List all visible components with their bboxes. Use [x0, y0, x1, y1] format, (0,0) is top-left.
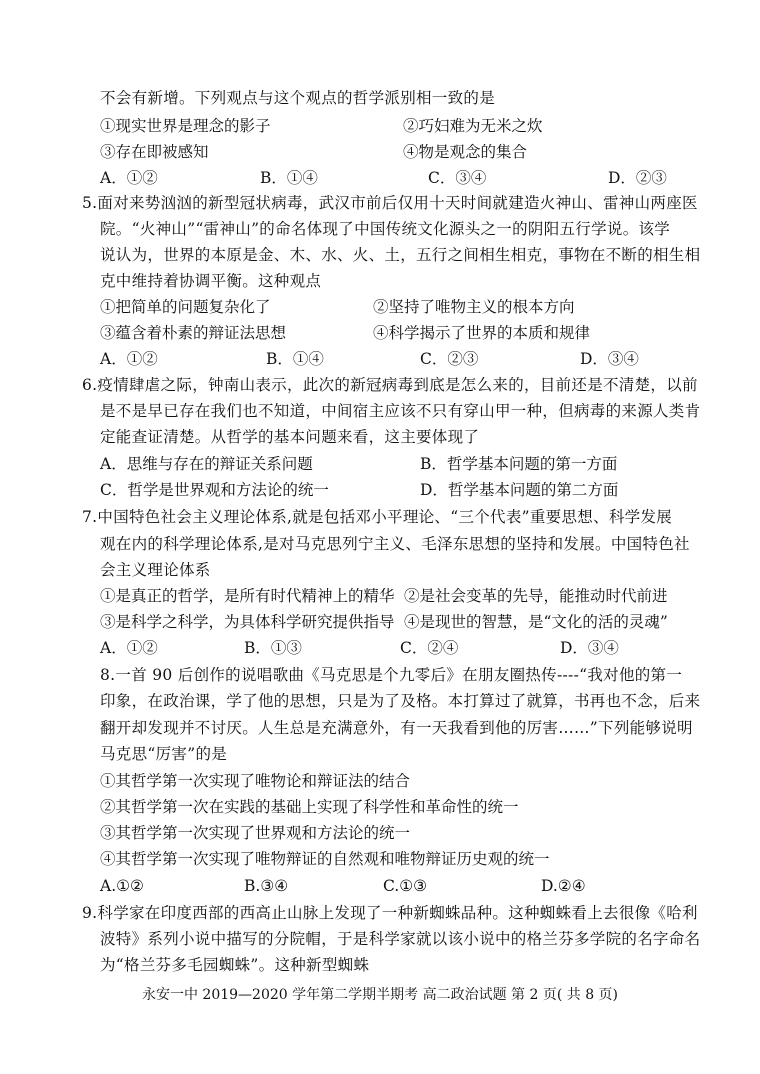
page-footer: 永安一中 2019—2020 学年第二学期半期考 高二政治试题 第 2 页( 共 8 页) [141, 987, 619, 1003]
q7-line-1: 7.中国特色社会主义理论体系,就是包括邓小平理论、“三个代表”重要思想、科学发展 [82, 508, 673, 526]
q5-line-3: 说认为，世界的本原是金、木、水、火、土，五行之间相生相克，事物在不断的相生相 [100, 246, 701, 264]
q7-line-3: 会主义理论体系 [100, 561, 211, 579]
q7-choice-a: A．①② [100, 639, 158, 657]
q5-line-1: 5.面对来势汹汹的新型冠状病毒，武汉市前后仅用十天时间就建造火神山、雷神山两座医 [82, 194, 698, 212]
q9-line-2: 波特》系列小说中描写的分院帽，于是科学家就以该小说中的格兰芬多学院的名字命名 [100, 930, 701, 948]
q5-choice-c: C．②③ [420, 350, 479, 368]
q4-choice-b: B．①④ [260, 169, 318, 187]
q6-choice-c: C．哲学是世界观和方法论的统一 [100, 481, 329, 499]
q6-choice-a: A．思维与存在的辩证关系问题 [100, 455, 313, 473]
q4-line: 不会有新增。下列观点与这个观点的哲学派别相一致的是 [100, 89, 496, 107]
q8-line-2: 印象，在政治课，学了他的思想，只是为了及格。本打算过了就算，书再也不念，后来 [100, 692, 701, 710]
q8-choice-c: C.①③ [383, 877, 428, 895]
q7-stmt-2: ②是社会变革的先导，能推动时代前进 [404, 587, 668, 605]
q7-choice-c: C．②④ [400, 639, 459, 657]
q5-stmt-4: ④科学揭示了世界的本质和规律 [373, 324, 591, 342]
q5-choice-b: B．①④ [266, 350, 324, 368]
q8-line-3: 翻开却发现并不讨厌。人生总是充满意外，有一天我看到他的厉害……”下列能够说明 [100, 719, 693, 737]
q4-stmt-1: ①现实世界是理念的影子 [100, 117, 271, 135]
q7-stmt-1: ①是真正的哲学，是所有时代精神上的精华 [100, 587, 395, 605]
q6-choice-b: B．哲学基本问题的第一方面 [420, 455, 618, 473]
q5-choice-a: A．①② [100, 350, 158, 368]
q8-choice-d: D.②④ [541, 877, 586, 895]
q8-line-4: 马克思“厉害”的是 [100, 745, 228, 763]
q8-line-1: 8.一首 90 后创作的说唱歌曲《马克思是个九零后》在朋友圈热传----“我对他的第一 [100, 666, 683, 684]
q5-stmt-2: ②坚持了唯物主义的根本方向 [373, 298, 575, 316]
q7-choice-d: D．③④ [560, 639, 619, 657]
q8-stmt-4: ④其哲学第一次实现了唯物辩证的自然观和唯物辩证历史观的统一 [100, 850, 550, 868]
q6-line-2: 是不是早已存在我们也不知道，中间宿主应该不只有穿山甲一种，但病毒的来源人类肯 [100, 402, 701, 420]
q7-line-2: 观在内的科学理论体系,是对马克思列宁主义、毛泽东思想的坚持和发展。中国特色社 [100, 535, 690, 553]
q4-choice-c: C．③④ [428, 169, 487, 187]
q8-stmt-1: ①其哲学第一次实现了唯物论和辩证法的结合 [100, 772, 411, 790]
q4-choice-d: D．②③ [608, 169, 667, 187]
q6-choice-d: D．哲学基本问题的第二方面 [420, 481, 619, 499]
q9-line-3: 为“格兰芬多毛园蜘蛛”。这种新型蜘蛛 [100, 956, 370, 974]
q7-stmt-3: ③是科学之科学，为具体科学研究提供指导 [100, 613, 395, 631]
q4-stmt-3: ③存在即被感知 [100, 143, 209, 161]
q8-stmt-2: ②其哲学第一次在实践的基础上实现了科学性和革命性的统一 [100, 798, 519, 816]
q7-stmt-4: ④是现世的智慧，是“文化的活的灵魂” [404, 613, 668, 631]
q5-choice-d: D．③④ [580, 350, 639, 368]
q9-line-1: 9.科学家在印度西部的西高止山脉上发现了一种新蜘蛛品种。这种蜘蛛看上去很像《哈利 [82, 904, 698, 922]
q8-choice-b: B.③④ [244, 877, 289, 895]
q5-line-2: 院。“火神山”“雷神山”的命名体现了中国传统文化源头之一的阴阳五行学说。该学 [100, 220, 671, 238]
q4-choice-a: A．①② [100, 169, 158, 187]
q5-stmt-1: ①把简单的问题复杂化了 [100, 298, 271, 316]
q5-stmt-3: ③蕴含着朴素的辩证法思想 [100, 324, 287, 342]
q7-choice-b: B．①③ [244, 639, 302, 657]
q8-choice-a: A.①② [100, 877, 144, 895]
q5-line-4: 克中维持着协调平衡。这种观点 [100, 272, 322, 290]
q4-stmt-4: ④物是观念的集合 [403, 143, 528, 161]
q4-stmt-2: ②巧妇难为无米之炊 [403, 117, 543, 135]
q6-line-1: 6.疫情肆虐之际，钟南山表示，此次的新冠病毒到底是怎么来的，目前还是不清楚，以前 [82, 376, 698, 394]
q8-stmt-3: ③其哲学第一次实现了世界观和方法论的统一 [100, 824, 411, 842]
q6-line-3: 定能查证清楚。从哲学的基本问题来看，这主要体现了 [100, 428, 480, 446]
